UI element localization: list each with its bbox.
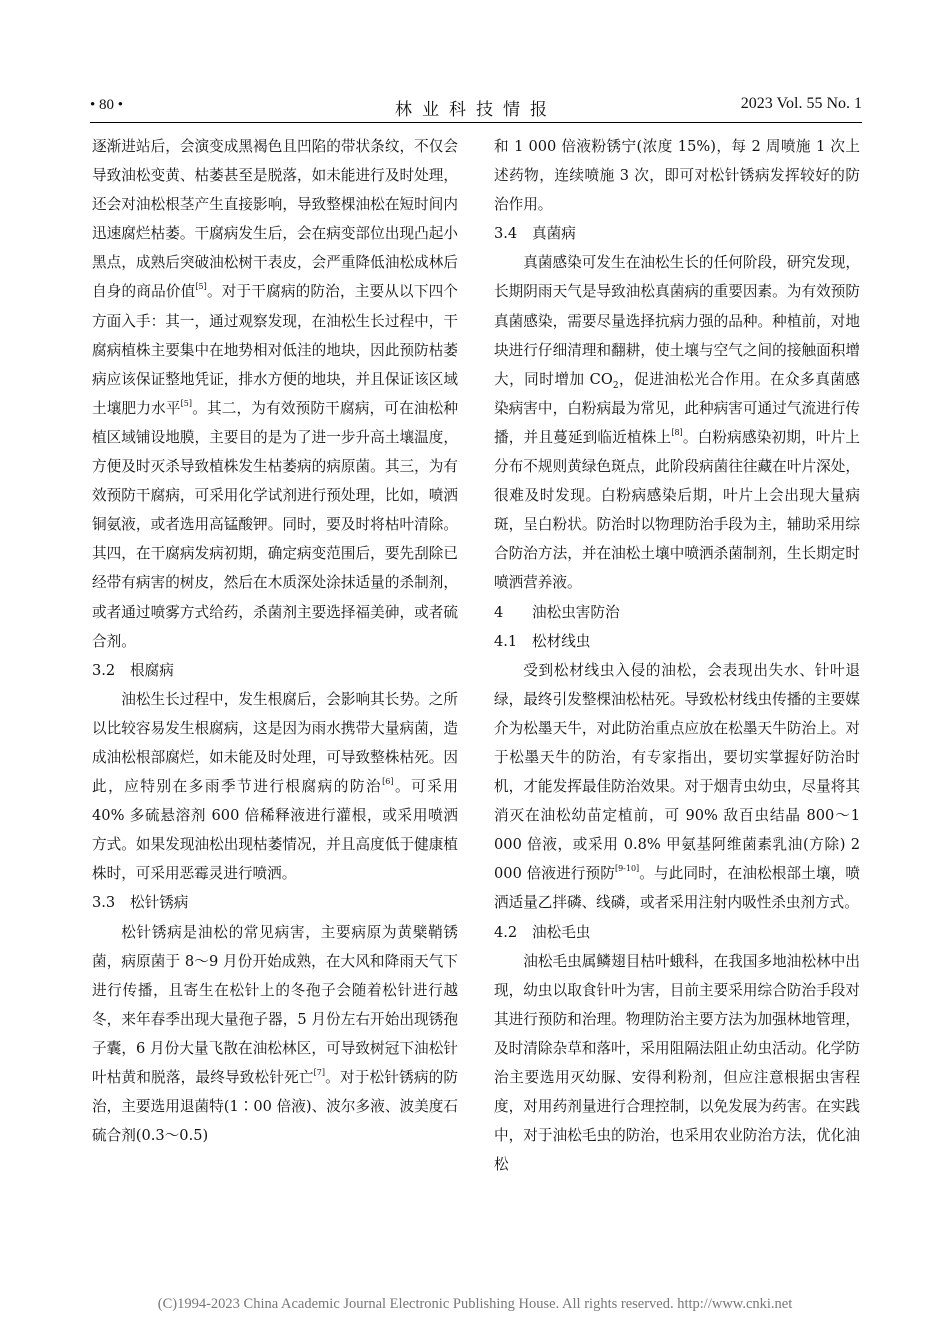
left-column [92, 132, 458, 1150]
paragraph-root-rot: 油松生长过程中，发生根腐后，会影响其长势。之所以比较容易发生根腐病，这是因为雨水携带大量病菌，造成油松根部腐烂，如未能及时处理，可导致整株枯死。因此，应特别在多雨季节进行根腐病的防治[6]。可采用 40% 多硫悬溶剂 600 倍稀释液进行灌根，或采用喷洒方式。如果发现油松出现枯萎情况，并且高度低于健康植株时，可采用恶霉灵进行喷洒。 [92, 690, 458, 883]
citation: [5] [195, 282, 207, 292]
section-heading-4: 4 油松虫害防治 [494, 603, 620, 621]
section-heading-4-2: 4.2 油松毛虫 [494, 923, 591, 941]
issue-info: 2023 Vol. 55 No. 1 [740, 95, 862, 112]
citation: [7] [313, 1068, 325, 1077]
section-heading-3-2: 3.2 根腐病 [92, 661, 174, 679]
header-rule [90, 122, 862, 123]
page-number: • 80 • [90, 97, 124, 113]
citation: [9-10] [614, 864, 640, 874]
citation: [8] [671, 427, 683, 437]
section-heading-3-3: 3.3 松针锈病 [92, 894, 189, 912]
section-heading-3-4: 3.4 真菌病 [494, 225, 576, 243]
journal-title: 林业科技情报 [395, 100, 557, 119]
paragraph-needle-rust: 松针锈病是油松的常见病害，主要病原为黄檗鞘锈菌，病原菌于 8～9 月份开始成熟，在大风和降雨天气下进行传播，且寄生在松针上的冬孢子会随着松针进行越冬，来年春季出现大量孢子器，5 月份左右开始出现锈孢子囊，6 月份大量飞散在油松林区，可导致树冠下油松针叶枯黄和脱落，最终导致松针死亡[7]。对于松针锈病的防治，主要选用退菌特(1∶00 倍液)、波尔多液、波美度石硫合剂(0.3～0.5) [92, 923, 458, 1145]
citation: [5] [180, 398, 193, 408]
paragraph-nematode: 受到松材线虫入侵的油松，会表现出失水、针叶退绿，最终引发整棵油松枯死。导致松材线虫传播的主要媒介为松墨天牛，对此防治重点应放在松墨天牛防治上。对于松墨天牛的防治，有专家指出，要切实掌握好防治时机，才能发挥最佳防治效果。对于烟青虫幼虫，尽量将其消灭在油松幼苗定植前，可 90% 敌百虫结晶 800～1 000 倍液，或采用 0.8% 甲氨基阿维菌素乳油(方除) 2 000 倍液进行预防[9-10]。与此同时，在油松根部土壤，喷洒适量乙拌磷、线磷，或者采用注射内吸性杀虫剂方式。 [494, 661, 860, 912]
page-header [90, 93, 862, 119]
paragraph-caterpillar: 油松毛虫属鳞翅目枯叶蛾科，在我国多地油松林中出现，幼虫以取食针叶为害，目前主要采用综合防治手段对其进行预防和治理。物理防治主要方法为加强林地管理，及时清除杂草和落叶，采用阻隔法阻止幼虫活动。化学防治主要选用灭幼脲、安得利粉剂，但应注意根据虫害程度，对用药剂量进行合理控制，以免发展为药害。在实践中，对于油松毛虫的防治，也采用农业防治方法，优化油松 [494, 952, 860, 1174]
citation: [6] [382, 777, 394, 787]
paragraph-needle-rust-cont: 和 1 000 倍液粉锈宁(浓度 15%)，每 2 周喷施 1 次上述药物，连续喷施 3 次，即可对松针锈病发挥较好的防治作用。 [494, 138, 860, 214]
copyright-footer: (C)1994-2023 China Academic Journal Electronic Publishing House. All rights reserved. http://www.cnki.net [157, 1296, 793, 1312]
paragraph-fungal: 真菌感染可发生在油松生长的任何阶段，研究发现，长期阴雨天气是导致油松真菌病的重要因素。为有效预防真菌感染，需要尽量选择抗病力强的品种。种植前，对地块进行仔细清理和翻耕，使土壤与空气之间的接触面积增大，同时增加 $CO_2$，促进油松光合作用。在众多真菌感染病害中，白粉病最为常见，此种病害可通过气流进行传播，并且蔓延到临近植株上[8]。白粉病感染初期，叶片上分布不规则黄绿色斑点，此阶段病菌往往藏在叶片深处，很难及时发现。白粉病感染后期，叶片上会出现大量病斑，呈白粉状。防治时以物理防治手段为主，辅助采用综合防治方法，并在油松土壤中喷洒杀菌制剂，生长期定时喷洒营养液。 [494, 254, 860, 592]
paragraph-dry-rot: 逐渐进站后，会演变成黑褐色且凹陷的带状条纹，不仅会导致油松变黄、枯萎甚至是脱落，如未能进行及时处理，还会对油松根茎产生直接影响，导致整棵油松在短时间内迅速腐烂枯萎。干腐病发生后，会在病变部位出现凸起小黑点，成熟后突破油松树干表皮，会严重降低油松成林后自身的商品价值[5]。对于干腐病的防治，主要从以下四个方面入手：其一，通过观察发现，在油松生长过程中，干腐病植株主要集中在地势相对低洼的地块，因此预防枯萎病应该保证整地凭证，排水方便的地块，并且保证该区域土壤肥力水平[5]。其二，为有效预防干腐病，可在油松种植区域铺设地膜，主要目的是为了进一步升高土壤温度，方便及时灭杀导致植株发生枯萎病的病原菌。其三，为有效预防干腐病，可采用化学试剂进行预处理，比如，喷洒铜氨液，或者选用高锰酸钾。同时，要及时将枯叶清除。其四，在干腐病发病初期，确定病变范围后，要先刮除已经带有病害的树皮，然后在木质深处涂抹适量的杀制剂，或者通过喷雾方式给药，杀菌剂主要选择福美砷，或者硫合剂。 [92, 138, 458, 650]
right-column [494, 132, 860, 1179]
section-heading-4-1: 4.1 松材线虫 [494, 632, 591, 650]
